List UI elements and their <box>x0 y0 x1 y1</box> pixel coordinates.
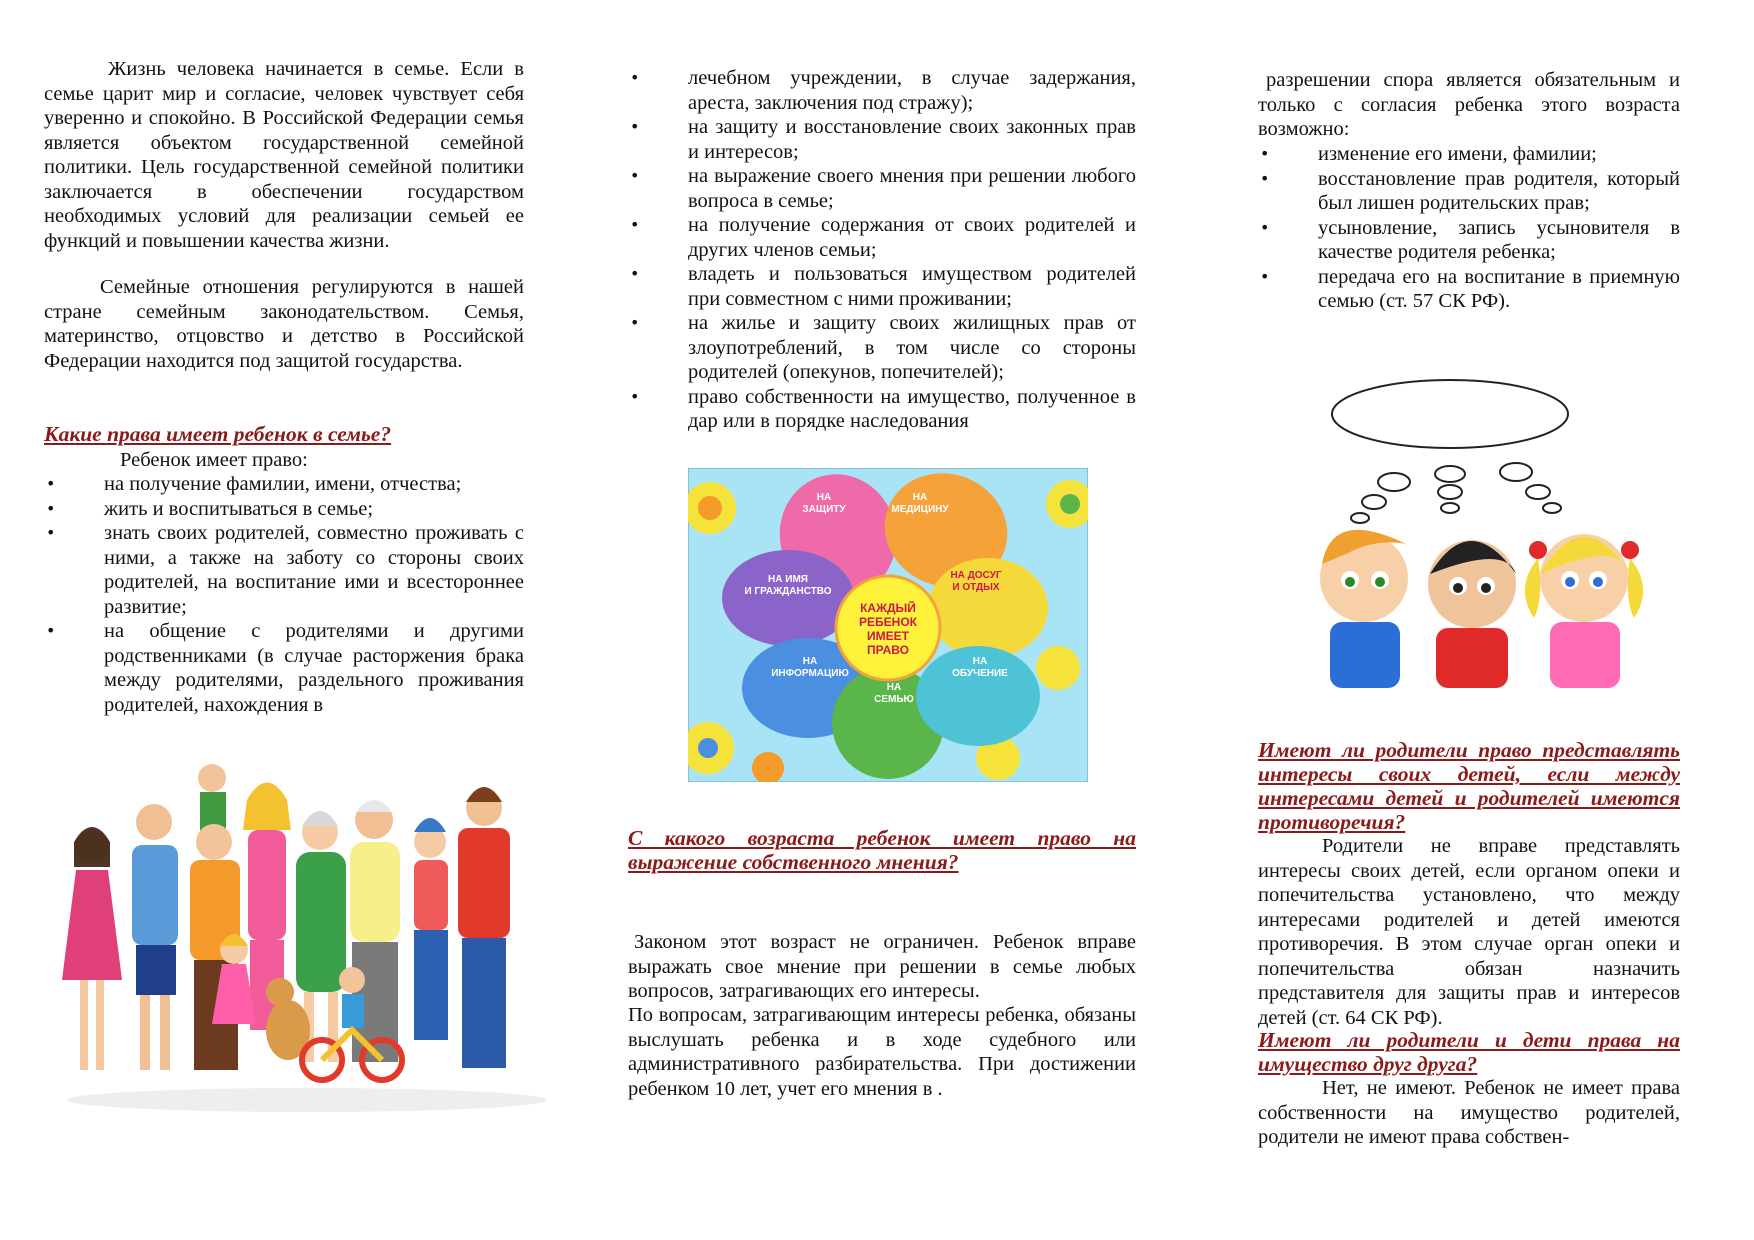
svg-text:ИНФОРМАЦИЮ: ИНФОРМАЦИЮ <box>771 668 849 679</box>
opinion-paragraph-1: Законом этот возраст не ограничен. Ребенок вправе выражать свое мнение при решении в семье любых вопросов, затрагивающих его интересы. <box>628 931 1136 1002</box>
svg-text:НА: НА <box>816 492 832 503</box>
svg-text:НА: НА <box>912 492 928 503</box>
list-item: • знать своих родителей, совместно проживать с ними, а также на заботу со стороны своих родителей, на воспитание ими и всестороннее развитие; <box>46 522 524 618</box>
svg-text:НА: НА <box>886 682 902 693</box>
list-item: • на получение содержания от своих родителей и других членов семьи; <box>630 214 1136 261</box>
list-item: • на жилье и защиту своих жилищных прав от злоупотреблений, в том числе со стороны родителей (опекунов, попечителей); <box>630 312 1136 383</box>
question-2-answer: Нет, не имеют. Ребенок не имеет права собственности на имущество родителей, родители не имеют права собствен- <box>1258 1077 1680 1148</box>
family-illustration <box>52 760 562 1120</box>
svg-text:НА: НА <box>972 656 988 667</box>
svg-text:ИМЕЕТ: ИМЕЕТ <box>867 629 909 643</box>
svg-text:ОБУЧЕНИЕ: ОБУЧЕНИЕ <box>952 668 1008 679</box>
svg-text:КАЖДЫЙ: КАЖДЫЙ <box>860 601 916 615</box>
svg-text:РЕБЕНОК: РЕБЕНОК <box>859 615 917 629</box>
list-item: • восстановление прав родителя, который был лишен родительских прав; <box>1260 167 1680 214</box>
list-item: • на получение фамилии, имени, отчества; <box>46 473 462 495</box>
svg-text:НА ДОСУГ: НА ДОСУГ <box>950 570 1002 581</box>
young-man-figure <box>458 787 510 1068</box>
boy-figure-left <box>1320 530 1408 688</box>
list-item: • изменение его имени, фамилии; <box>1260 143 1597 165</box>
svg-text:СЕМЬЮ: СЕМЬЮ <box>874 694 914 705</box>
thought-dots <box>1351 463 1561 523</box>
svg-text:НА ИМЯ: НА ИМЯ <box>768 574 808 585</box>
svg-text:ПРАВО: ПРАВО <box>867 643 909 657</box>
thought-bubble <box>1332 380 1568 448</box>
question-1-answer: Родители не вправе представлять интересы своих детей, если органом опеки и попечительства установлено, что между интересами родителей и детей имеются противоречия. В этом случае орган опеки и попечительства обязан назначить представителя для защиты прав и интересов детей (ст. 64 СК РФ). <box>1258 835 1680 1029</box>
svg-text:И ГРАЖДАНСТВО: И ГРАЖДАНСТВО <box>744 586 832 597</box>
opinion-paragraph-2: По вопросам, затрагивающим интересы ребенка, обязаны выслушать ребенка и в ходе судебного или административного разбирательства. При достижении ребенком 10 лет, учет его мнения в . <box>628 1004 1136 1100</box>
list-item: • усыновление, запись усыновителя в качестве родителя ребенка; <box>1260 216 1680 263</box>
list-item: • на общение с родителями и другими родственниками (в случае расторжения брака между родителями, раздельного проживания родителей, нахождения в <box>46 620 524 716</box>
list-item: • право собственности на имущество, полученное в дар или в порядке наследования <box>630 385 1136 432</box>
list-item: • жить и воспитываться в семье; <box>46 497 374 520</box>
intro-paragraph-1: Жизнь человека начинается в семье. Если в семье царит мир и согласие, человек чувствует себя уверенно и спокойно. В Российской Федерации семья является объектом государственной семейной политики. Цель государственной семейной политики заключается в обеспечении государством необходимых условий для реализации семьей ее функций и повышении качества жизни. <box>44 58 524 252</box>
intro-paragraph-2: Семейные отношения регулируются в нашей стране семейным законодательством. Семья, материнство, отцовство и детство в Российской Федерации находится под защитой государства. <box>44 276 524 372</box>
petal-name <box>722 550 854 646</box>
svg-text:МЕДИЦИНУ: МЕДИЦИНУ <box>891 504 949 515</box>
girl-figure-right <box>1525 534 1643 688</box>
list-item: • на защиту и восстановление своих законных прав и интересов; <box>630 116 1136 163</box>
rights-list-continued <box>628 66 1136 434</box>
question-1-heading: Имеют ли родители право представлять интересы своих детей, если между интересами детей и родителей имеются противоречия? <box>1258 738 1680 834</box>
rights-list <box>44 472 524 717</box>
list-item: • владеть и пользоваться имуществом родителей при совместном с ними проживании; <box>630 263 1136 310</box>
father-figure <box>132 804 178 1070</box>
consent-list <box>1258 142 1680 314</box>
svg-text:И ОТДЫХ: И ОТДЫХ <box>952 582 1000 593</box>
list-item: • на выражение своего мнения при решении любого вопроса в семье; <box>630 165 1136 212</box>
continuation-paragraph: разрешении спора является обязательным и только с согласия ребенка этого возраста возможно: <box>1258 69 1680 140</box>
list-item: • передача его на воспитание в приемную семью (ст. 57 СК РФ). <box>1260 265 1680 312</box>
svg-text:ЗАЩИТУ: ЗАЩИТУ <box>802 504 846 515</box>
rights-heading: Какие права имеет ребенок в семье? <box>44 422 392 446</box>
opinion-heading: С какого возраста ребенок имеет право на выражение собственного мнения? <box>628 826 1136 874</box>
mother-figure <box>62 827 122 1070</box>
young-father-figure <box>190 764 240 1070</box>
rights-lead: Ребенок имеет право: <box>120 449 308 471</box>
svg-text:НА: НА <box>802 656 818 667</box>
question-2-heading: Имеют ли родители и дети права на имущество друг друга? <box>1258 1028 1680 1076</box>
rights-poster <box>688 468 1088 782</box>
boy-figure-middle <box>1428 540 1516 688</box>
list-item: • лечебном учреждении, в случае задержания, ареста, заключения под стражу); <box>630 67 1136 114</box>
teen-girl-figure <box>414 818 448 1040</box>
thinking-children-illustration <box>1302 378 1682 690</box>
